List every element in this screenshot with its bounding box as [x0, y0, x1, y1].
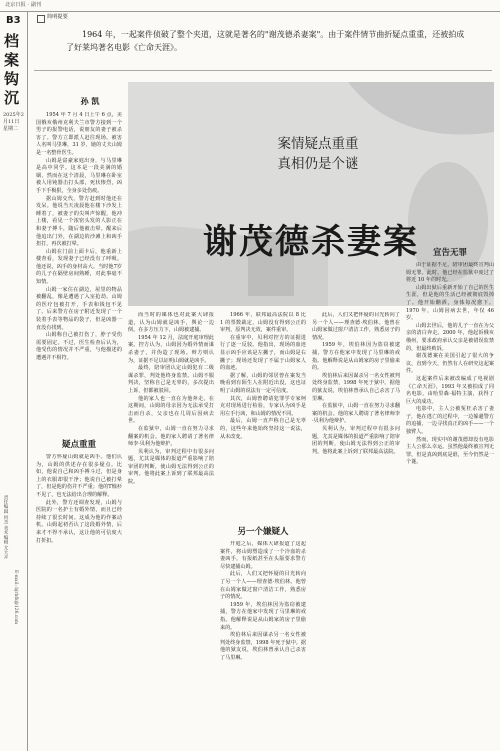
paragraph: 在监狱中，山姆一直在努力寻求翻案的机会。他的家人聘请了著名律师李·贝利为他辩护。: [312, 403, 400, 425]
editor-name: 责任编辑 何杰: [3, 495, 8, 525]
subtitle-another-suspect: 另一个嫌疑人: [237, 527, 289, 537]
paragraph: 山姆出狱后重新开始了自己的医生生涯，但是他的生活已经被彻底毁掉了。他开始酗酒，身体每况愈下。1970 年，山姆因病去世，年仅 46 岁。: [406, 284, 494, 322]
newspaper-name: 北京日报 · 副刊: [5, 2, 42, 8]
article-column-3c: [312, 312, 400, 746]
subtitle-doubts: 疑点重重: [61, 440, 96, 450]
article-column-1b: [36, 454, 122, 746]
sidebar-rule: [27, 12, 28, 751]
paragraph: 开庭之后，媒体大肆报道了这起案件，将山姆塑造成了一个冷血的杀妻凶手。有报纸甚至在头版要求警方尽快逮捕山姆。: [220, 541, 306, 570]
paragraph: 此后，人们又把怀疑的目光转向了另一个人——理查德·埃伯林。他曾在山姆家做过窗户清洁工作，熟悉房子的情况。: [220, 571, 306, 601]
headline: 谢茂德杀妻案: [203, 222, 419, 262]
paragraph: 山姆是富豪家庭出身，与马里琳是高中同学。这本是一段美满的婚姻，然而在这个清晨，马里琳在卧室被人用钝器击打头部，死状惨烈，凶手下手极狠，全身多处伤痕。: [36, 157, 122, 194]
paragraph: 埃伯林后来因谋杀另一名女性被判处终身监禁，1998 年死于狱中。据他的狱友说，埃伯林曾承认自己杀害了马里琳。: [220, 632, 306, 661]
paragraph: 贝利认为，审判过程中有很多问题，尤其是媒体的报道严重影响了陪审团的判断，使山姆无法得到公正的审判。他将此案上诉到了联邦最高法院。: [128, 448, 214, 486]
abstract-box: [34, 12, 492, 71]
byline: 孙 凯: [80, 97, 100, 106]
hero-line-2: 真相仍是个谜: [277, 156, 359, 172]
article-column-1: [36, 112, 122, 432]
paragraph: 此外，警方还调查发现，山姆与医院的一名护士有婚外情，而且已经持续了很长时间。这成为他的作案动机。山姆起初否认了这段婚外情，后来才不得不承认，这让他的可信度大打折扣。: [36, 499, 122, 544]
paragraph: 在重审中，贝利对控方的证据进行了逐一反驳。他指出，现场的血迹显示凶手应该是左撇子，而山姆是右撇子；现场还发现了不属于山姆家人的血迹。: [220, 334, 306, 372]
paragraph: 此后，人们又把怀疑的目光转向了另一个人——理查德·埃伯林。他曾在山姆家做过窗户清洁工作，熟悉房子的情况。: [312, 312, 400, 341]
paragraph: 这起案件后来被改编成了电视剧《亡命天涯》，1993 年又被拍成了同名电影，由哈里森·福特主演，获得了巨大的成功。: [406, 375, 494, 405]
paragraph: 据了解，山姆的邻居曾在案发当晚看到有陌生人在附近出没，这也证明了山姆的说法有一定可信度。: [220, 372, 306, 394]
article-column-3: [220, 312, 306, 512]
paragraph: 在监狱中，山姆一直在努力寻求翻案的机会。他的家人聘请了著名律师李·贝利为他辩护。: [128, 425, 214, 448]
abstract-text: 1964 年，一起案件侦破了整个夹道，这就是著名的"谢茂德杀妻案"。由于案件情节曲折疑点重重，还被拍成了好莱坞著名电影《亡命天涯》。: [66, 30, 465, 52]
paragraph: 山姆去世后，他的儿子一直在为父亲的清白奔走。2000 年，他起诉俄亥俄州，要求政府承认父亲是被错误监禁的，但最终败诉。: [406, 322, 494, 352]
paragraph: 1954 年 12 月，法庭开庭审理此案。控方认为，山姆因为婚外情而谋杀妻子，并伪造了现场。辩方则认为，证据不足以证明山姆就是凶手。: [128, 334, 214, 364]
contact-email: E-mail: bjrbfk@126.com: [13, 570, 18, 625]
abstract-label: 简明提要: [47, 14, 68, 20]
paragraph: 最后，山姆一直声称自己是无辜的，这些年来他始终坚持这一说法，从未改变。: [220, 418, 306, 440]
page-number: B3: [6, 15, 21, 26]
paragraph: 埃伯林后来因谋杀另一名女性被判处终身监禁，1998 年死于狱中。据他的狱友说，埃伯林曾承认自己杀害了马里琳。: [312, 372, 400, 402]
editor-credit: [0, 495, 8, 735]
paragraph: 他的家人也一直在为他奔走。在这期间，山姆的母亲因为无法承受打击而自杀，父亲也在几周后因病去世。: [128, 395, 214, 425]
article-column-3b: [220, 541, 306, 746]
paragraph: 贝利认为，审判过程中有很多问题，尤其是媒体的报道严重影响了陪审团的判断，使山姆无法得到公正的审判。他将此案上诉到了联邦最高法院。: [312, 425, 400, 455]
paragraph: 电影中，主人公被冤枉杀害了妻子，他在逃亡的过程中，一边躲避警方的追捕，一边寻找真正的凶手——一个独臂人。: [406, 406, 494, 436]
paragraph: 山姆称自己被打伤了，脖子受伤需要固定。不过，医生检查后认为，他受伤的情况并不严重，与他描述的遭遇并不相符。: [36, 332, 122, 361]
hero-line-1: 案情疑点重重: [277, 136, 359, 152]
paragraph: 然而，现实中的谢茂德却没有电影主人公那么幸运。虽然他最终被宣判无罪，但是真凶到底是谁，至今仍然是一个谜。: [406, 436, 494, 466]
paragraph: 其次，山姆曾聘请犯罪学专家柯克对现场进行检验，专家认为凶手是用左手行凶，和山姆的情况不同。: [220, 395, 306, 417]
paragraph: 1959 年，埃伯林因为盗窃被逮捕，警方在他家中发现了马里琳的戒指。他解释说是从山姆家的房子里偷来的。: [220, 601, 306, 631]
paragraph: 山姆一家住在湖边，屋里的物品被翻乱，像是遭遇了入室抢劫。山姆的医疗包被打开，手表和钱包不见了。后来警方在房子附近发现了一个装着手表等物品的袋子，但是凶器一直没有找到。: [36, 286, 122, 331]
paragraph: 警方怀疑山姆就是凶手。他们认为，山姆的供述存在很多疑点。比如，他说自己和凶手搏斗过，但是身上的衣服却很干净；他说自己被打晕了，但是他的伤并不严重；他的T恤衫不见了，也无法给出合理的解释。: [36, 454, 122, 498]
article-column-4: [406, 262, 494, 746]
issue-date: 2025年2月11日 星期二: [3, 112, 24, 132]
paragraph: 而当时的媒体也对此案大肆报道，认为山姆就是凶手，舆论一边倒。在多方压力下，山姆被逮捕。: [128, 312, 214, 334]
paragraph: 最终，陪审团认定山姆犯有二级谋杀罪，判处他终身监禁。山姆不服判决，坚称自己是无辜的，多次提出上诉，但都被驳回。: [128, 365, 214, 394]
article-column-2: [128, 312, 214, 746]
paragraph: 1959 年，埃伯林因为盗窃被逮捕，警方在他家中发现了马里琳的戒指。他解释说是从山姆家的房子里偷来的。: [312, 342, 400, 372]
paragraph: 山姆在门前上面卡后，他重新上楼查看，发现妻子已经没有了呼吸。他还说，凶手的身材高大。当时他7岁的儿子在隔壁房间熟睡，对此事毫不知情。: [36, 248, 122, 286]
paragraph: 据山姆交代，警方赶到时他还在发呆。他说当天凌晨他在楼下沙发上睡着了，被妻子的尖叫声惊醒，他冲上楼，看见一个浓密头发的人影正在和妻子搏斗，随后他被击晕。醒来后他追出门外，在湖边的沙滩上和凶手扭打，再次被打晕。: [36, 195, 122, 248]
paragraph: 由于证据不足，陪审团最终宣判山姆无罪。此时，他已经在监狱中度过了将近 10 年的时光。: [406, 262, 494, 284]
paragraph: 1966 年，联邦最高法院以 8 比 1 的票数裁定，山姆没有得到公正的审判，原判决无效，案件重审。: [220, 312, 306, 334]
hero-caption: [223, 134, 413, 174]
subtitle-acquitted: 宣告无罪: [432, 248, 467, 258]
paragraph: 谢茂德案在美国引起了很大的争议，直到今天，仍然有人在研究这起案件。: [406, 353, 494, 375]
abstract-label-icon: [37, 15, 45, 23]
designer-name: 美术编辑 尤大卉: [3, 525, 8, 560]
paragraph: 1954 年 7 月 4 日上午 6 点，美国俄亥俄州克利夫兰市警方接到一个男子的报警电话，说朋友的妻子被杀害了。警方立即派人赶往现场。被害人名叫马里琳，31 岁，她的丈夫山姆是一名整骨医生。: [36, 112, 122, 156]
section-name: 档案钩沉: [4, 32, 20, 107]
